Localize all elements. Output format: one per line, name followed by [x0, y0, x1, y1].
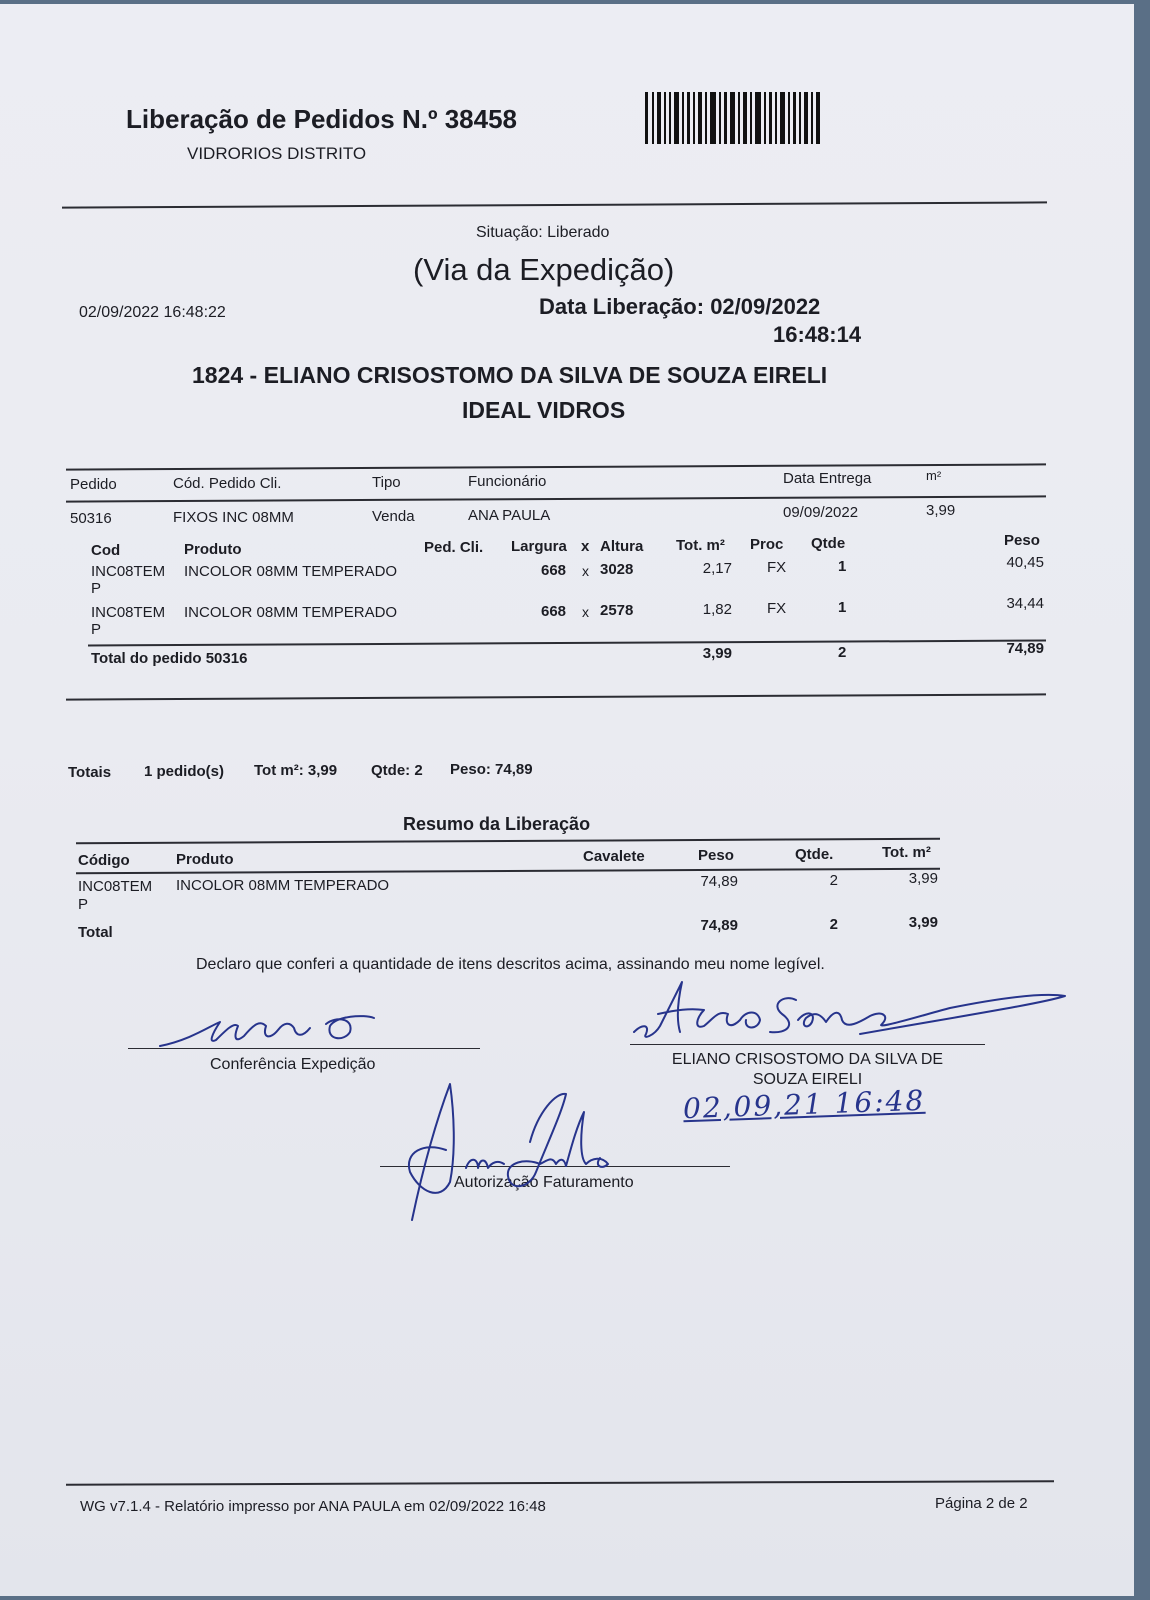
col-header-m2: m² — [926, 468, 942, 483]
item-tot-m2: 1,82 — [702, 601, 732, 618]
item-qtde: 1 — [838, 599, 847, 616]
order-data-entrega: 09/09/2022 — [783, 504, 859, 521]
col-header-funcionario: Funcionário — [468, 473, 547, 490]
item-qtde: 1 — [838, 558, 847, 575]
col-header-pedido: Pedido — [70, 476, 117, 493]
summary-produto: INCOLOR 08MM TEMPERADO — [176, 877, 390, 894]
document-title: Liberação de Pedidos N.º 38458 — [126, 104, 517, 134]
divider — [76, 838, 940, 845]
summary-total-label: Total — [78, 924, 113, 941]
divider — [66, 1480, 1054, 1485]
footer-printed-by: WG v7.1.4 - Relatório impresso por ANA PAULA em 02/09/2022 16:48 — [80, 1498, 546, 1515]
item-x: x — [582, 563, 589, 579]
item-proc: FX — [767, 600, 787, 617]
item-header-cod: Cod — [91, 542, 121, 559]
company-name: VIDRORIOS DISTRITO — [187, 144, 367, 163]
col-header-data-entrega: Data Entrega — [783, 470, 872, 487]
item-produto: INCOLOR 08MM TEMPERADO — [184, 604, 398, 621]
printed-timestamp: 02/09/2022 16:48:22 — [79, 304, 226, 321]
totals-label: Totais — [68, 764, 112, 781]
summary-title: Resumo da Liberação — [403, 814, 591, 834]
order-tipo: Venda — [372, 508, 415, 525]
order-total-qtde: 2 — [838, 644, 847, 661]
totals-tot-m2: Tot m²: 3,99 — [254, 762, 338, 779]
conferencia-signature — [150, 1004, 390, 1054]
summary-header-produto: Produto — [176, 851, 234, 868]
order-m2: 3,99 — [926, 502, 956, 519]
divider — [66, 495, 1046, 502]
conferencia-label: Conferência Expedição — [210, 1056, 376, 1073]
release-date: 02/09/2022 — [710, 294, 821, 319]
order-total-label: Total do pedido 50316 — [91, 650, 248, 667]
item-cod: INC08TEM P — [91, 563, 166, 597]
summary-qtde: 2 — [829, 872, 838, 889]
summary-tot-m2: 3,99 — [908, 870, 938, 887]
item-produto: INCOLOR 08MM TEMPERADO — [184, 563, 398, 580]
summary-total-m2: 3,99 — [908, 914, 938, 931]
item-header-peso: Peso — [1004, 532, 1040, 549]
summary-header-cavalete: Cavalete — [583, 848, 645, 865]
copy-label: (Via da Expedição) — [413, 252, 675, 287]
item-tot-m2: 2,17 — [702, 560, 732, 577]
item-peso: 34,44 — [1006, 595, 1044, 612]
totals-qtde: Qtde: 2 — [371, 762, 423, 779]
col-header-tipo: Tipo — [372, 474, 401, 491]
barcode — [645, 92, 821, 144]
client-trade-name: IDEAL VIDROS — [462, 397, 626, 423]
item-peso: 40,45 — [1006, 554, 1044, 571]
order-cod-pedido-cli: FIXOS INC 08MM — [173, 509, 294, 526]
item-header-x: x — [581, 538, 590, 555]
item-cod: INC08TEM P — [91, 604, 166, 638]
divider — [88, 639, 1046, 646]
item-x: x — [582, 604, 589, 620]
item-largura: 668 — [541, 562, 567, 579]
order-total-peso: 74,89 — [1006, 640, 1044, 657]
divider — [66, 693, 1046, 700]
autorizacao-signature — [380, 1072, 640, 1232]
item-header-qtde: Qtde — [811, 535, 846, 552]
item-proc: FX — [767, 559, 787, 576]
item-header-ped-cli: Ped. Cli. — [424, 539, 484, 556]
divider — [66, 463, 1046, 470]
document-page — [0, 4, 1134, 1596]
divider — [76, 868, 940, 875]
col-header-cod-pedido-cli: Cód. Pedido Cli. — [173, 475, 282, 492]
release-time: 16:48:14 — [773, 322, 862, 347]
order-total-m2: 3,99 — [702, 645, 732, 662]
footer-page-number: Página 2 de 2 — [935, 1495, 1028, 1512]
item-header-produto: Produto — [184, 541, 242, 558]
situation-label: Situação: Liberado — [476, 224, 610, 241]
client-signature-name: ELIANO CRISOSTOMO DA SILVA DE SOUZA EIRELI — [671, 1051, 944, 1088]
summary-cod: INC08TEM P — [78, 878, 153, 913]
totals-pedidos: 1 pedido(s) — [144, 763, 225, 780]
item-altura: 2578 — [600, 602, 634, 619]
order-pedido: 50316 — [70, 510, 112, 527]
client-name: 1824 - ELIANO CRISOSTOMO DA SILVA DE SOUZA EIRELI — [192, 362, 828, 388]
summary-header-tot-m2: Tot. m² — [882, 844, 931, 861]
item-largura: 668 — [541, 603, 567, 620]
item-header-proc: Proc — [750, 536, 784, 553]
item-header-tot-m2: Tot. m² — [676, 537, 725, 554]
client-signature — [620, 974, 1080, 1084]
summary-header-peso: Peso — [698, 847, 734, 864]
divider — [62, 201, 1047, 208]
autorizacao-label: Autorização Faturamento — [454, 1174, 634, 1191]
summary-header-qtde: Qtde. — [795, 846, 834, 863]
totals-peso: Peso: 74,89 — [450, 761, 533, 778]
item-altura: 3028 — [600, 561, 634, 578]
order-funcionario: ANA PAULA — [468, 507, 551, 524]
declaration-text: Declaro que conferi a quantidade de itens descritos acima, assinando meu nome legível. — [196, 956, 825, 973]
handwritten-date: 02,09,21 16:48 — [682, 1083, 926, 1126]
summary-header-codigo: Código — [78, 852, 130, 869]
summary-total-peso: 74,89 — [700, 917, 738, 934]
item-header-largura: Largura — [511, 538, 567, 555]
summary-peso: 74,89 — [700, 873, 738, 890]
summary-total-qtde: 2 — [829, 916, 838, 933]
item-header-altura: Altura — [600, 538, 644, 555]
release-date-label: Data Liberação: 02/09/2022 — [539, 294, 821, 319]
